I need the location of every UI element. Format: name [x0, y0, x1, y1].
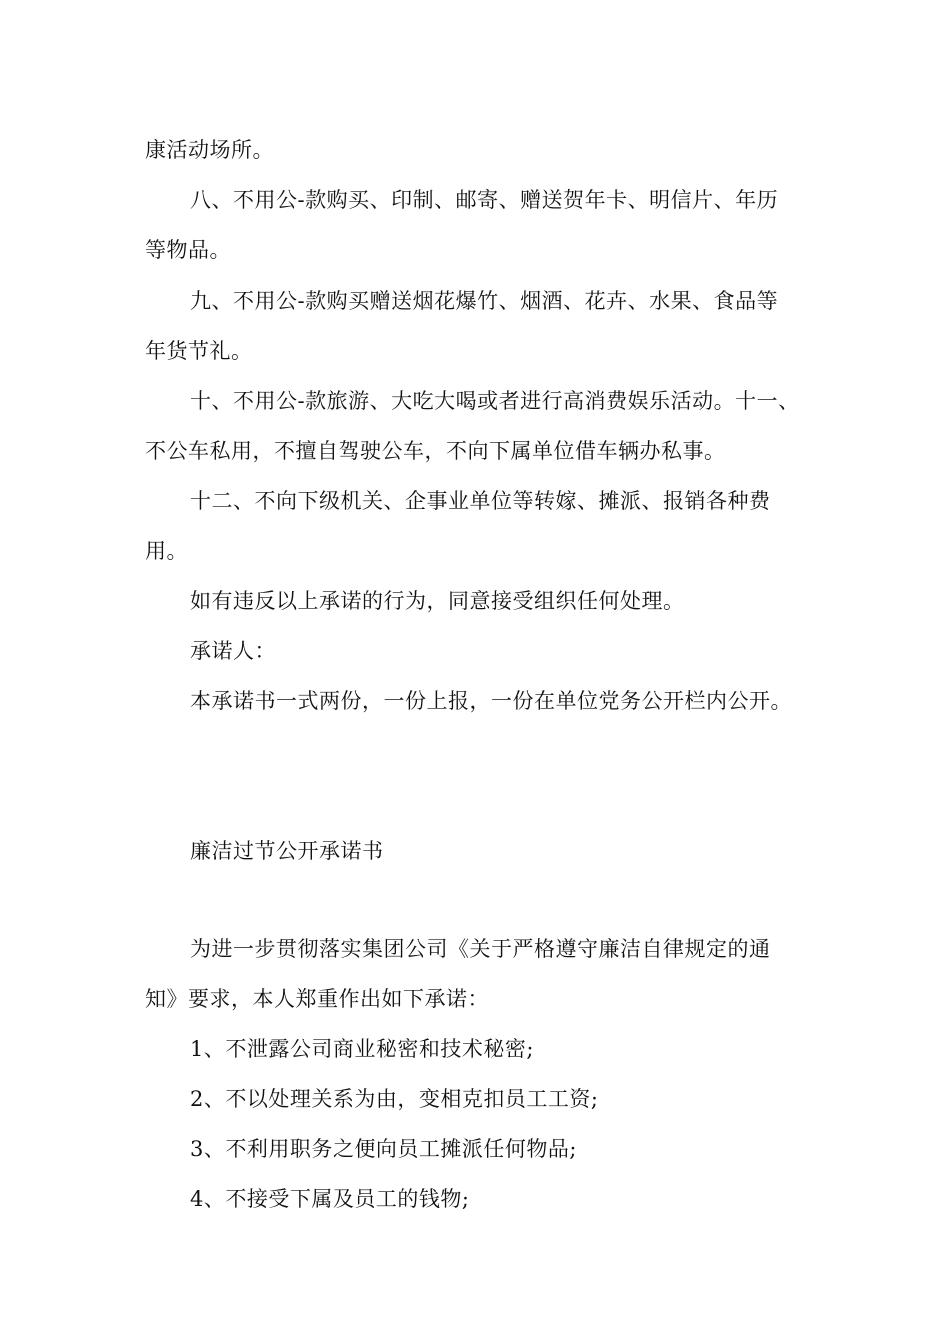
signature-label: 承诺人：: [190, 639, 276, 663]
pledge-item: 4、不接受下属及员工的钱物;: [190, 1187, 470, 1211]
text-line: 本承诺书一式两份，一份上报，一份在单位党务公开栏内公开。: [190, 689, 792, 713]
intro-line: 为进一步贯彻落实集团公司《关于严格遵守廉洁自律规定的通: [190, 937, 771, 961]
pledge-item: 2、不以处理关系为由，变相克扣员工工资;: [190, 1087, 599, 1111]
text-line: 十、不用公-款旅游、大吃大喝或者进行高消费娱乐活动。十一、: [190, 389, 800, 413]
text-line: 康活动场所。: [145, 138, 274, 162]
text-line: 用。: [145, 539, 188, 563]
text-line: 九、不用公-款购买赠送烟花爆竹、烟酒、花卉、水果、食品等: [190, 289, 779, 313]
text-line: 如有违反以上承诺的行为，同意接受组织任何处理。: [190, 589, 685, 613]
document-title: 廉洁过节公开承诺书: [190, 839, 384, 863]
text-line: 不公车私用，不擅自驾驶公车，不向下属单位借车辆办私事。: [145, 439, 726, 463]
text-line: 年货节礼。: [145, 339, 253, 363]
text-line: 十二、不向下级机关、企事业单位等转嫁、摊派、报销各种费: [190, 489, 771, 513]
pledge-item: 3、不利用职务之便向员工摊派任何物品;: [190, 1137, 577, 1161]
pledge-item: 1、不泄露公司商业秘密和技术秘密;: [190, 1037, 534, 1061]
text-line: 等物品。: [145, 238, 231, 262]
intro-line: 知》要求，本人郑重作出如下承诺：: [145, 987, 489, 1011]
text-line: 八、不用公-款购买、印制、邮寄、赠送贺年卡、明信片、年历: [190, 188, 779, 212]
